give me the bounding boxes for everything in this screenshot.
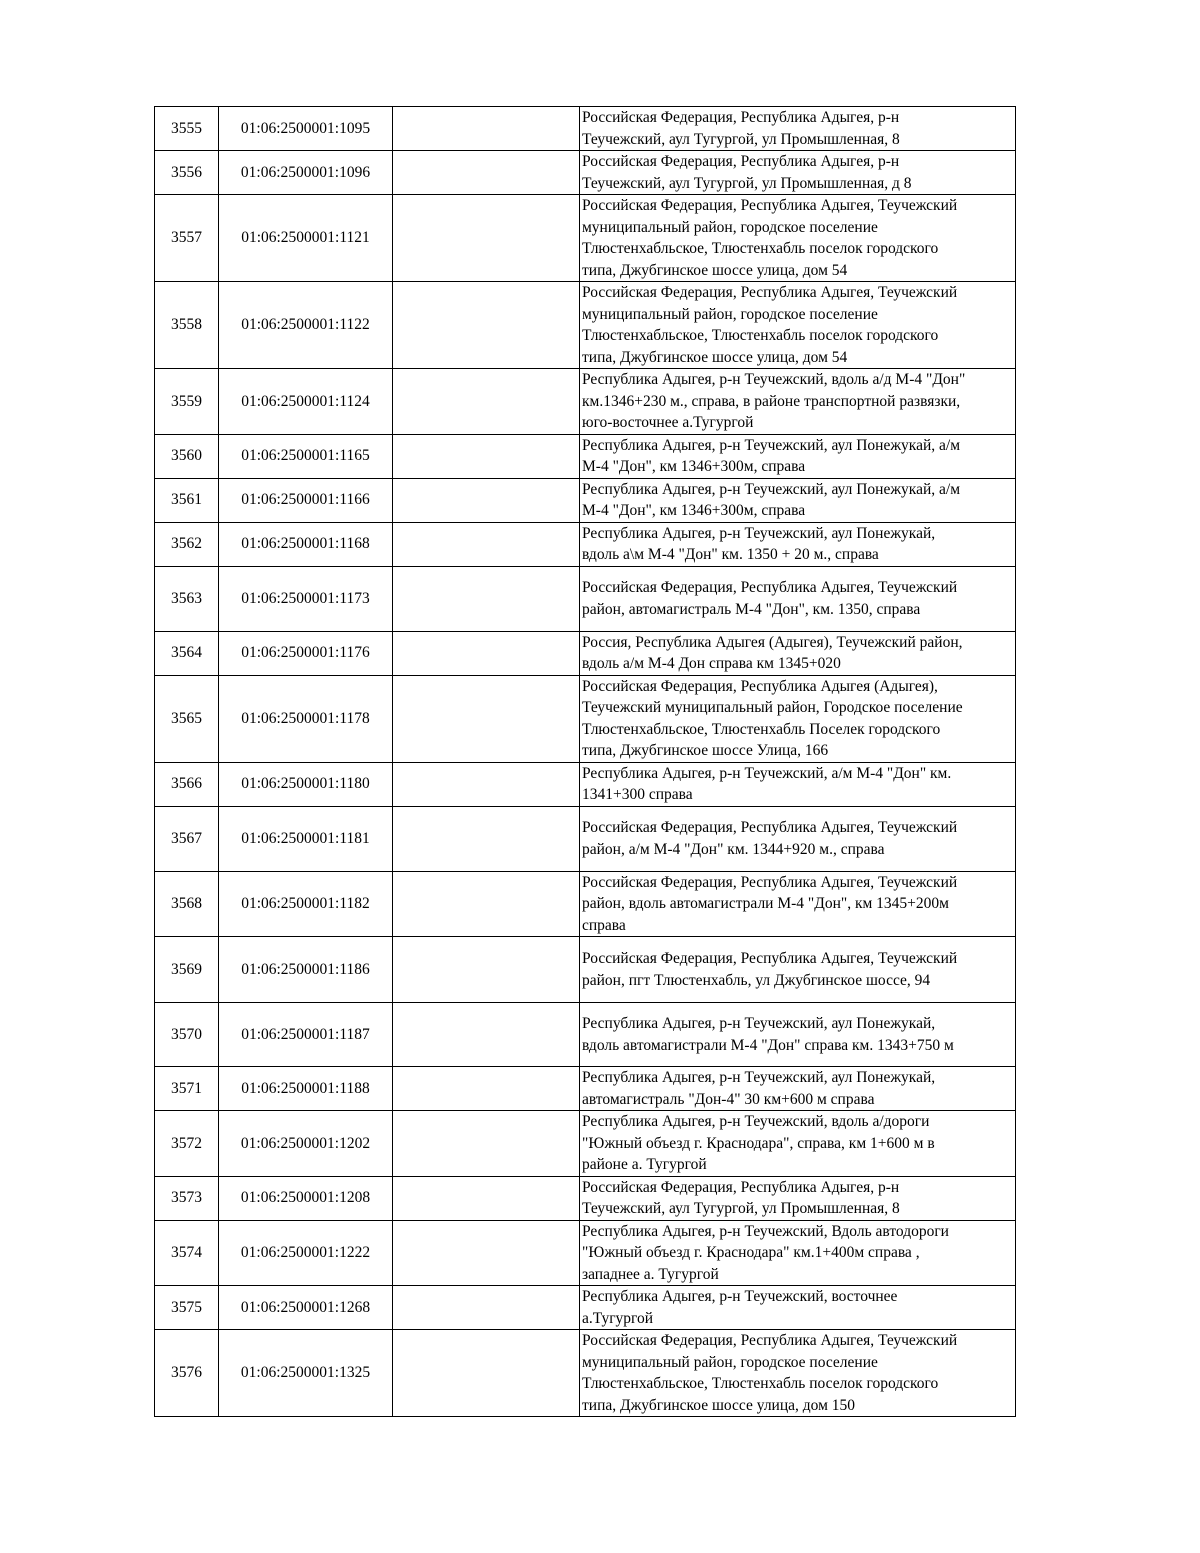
address-cell (580, 1220, 1016, 1286)
table-row (155, 1330, 1016, 1417)
table-body (155, 107, 1016, 1417)
table-row (155, 631, 1016, 675)
cadastral-number-cell: 01:06:2500001:1187 (219, 1003, 393, 1067)
address-cell (580, 107, 1016, 151)
cadastral-number-cell: 01:06:2500001:1182 (219, 871, 393, 937)
address-line: Республика Адыгея, р-н Теучежский, аул Понежукай, а/м (582, 436, 961, 454)
address-cell (580, 871, 1016, 937)
table-row (155, 1220, 1016, 1286)
table-row (155, 1286, 1016, 1330)
row-number-cell: 3571 (155, 1067, 219, 1111)
address-line: справа (582, 916, 626, 934)
table-row (155, 151, 1016, 195)
address-line: Теучежский, аул Тугургой, ул Промышленная, д 8 (582, 174, 912, 192)
empty-cell (393, 871, 580, 937)
row-number-cell: 3568 (155, 871, 219, 937)
empty-cell (393, 1220, 580, 1286)
empty-cell (393, 1330, 580, 1417)
empty-cell (393, 369, 580, 435)
address-line: Республика Адыгея, р-н Теучежский, аул Понежукай, (582, 1069, 936, 1086)
table-row (155, 282, 1016, 369)
address-line: муниципальный район, городское поселение (582, 1353, 878, 1371)
address-cell (580, 1176, 1016, 1220)
address-line: Тлюстенхабльское, Тлюстенхабль поселок городского (582, 1375, 939, 1392)
address-cell (580, 1067, 1016, 1111)
empty-cell (393, 675, 580, 762)
table-row (155, 1067, 1016, 1111)
empty-cell (393, 1003, 580, 1067)
table-row (155, 107, 1016, 151)
address-line: Российская Федерация, Республика Адыгея, р-н (582, 153, 900, 170)
row-number-cell: 3569 (155, 937, 219, 1003)
table-row (155, 762, 1016, 806)
address-line: а.Тугургой (582, 1309, 654, 1327)
cadastral-number-cell: 01:06:2500001:1165 (219, 434, 393, 478)
address-cell (580, 675, 1016, 762)
address-cell (580, 434, 1016, 478)
empty-cell (393, 631, 580, 675)
address-cell (580, 1330, 1016, 1417)
row-number-cell: 3557 (155, 195, 219, 282)
cadastral-number-cell: 01:06:2500001:1173 (219, 566, 393, 631)
cadastral-number-cell: 01:06:2500001:1166 (219, 478, 393, 522)
address-line: Российская Федерация, Республика Адыгея, Теучежский (582, 284, 958, 301)
row-number-cell: 3564 (155, 631, 219, 675)
address-cell (580, 631, 1016, 675)
address-cell (580, 195, 1016, 282)
table-row (155, 1176, 1016, 1220)
row-number-cell: 3556 (155, 151, 219, 195)
empty-cell (393, 195, 580, 282)
address-line: западнее а. Тугургой (582, 1265, 719, 1283)
address-line: Республика Адыгея, р-н Теучежский, аул Понежукай, а/м (582, 480, 961, 498)
row-number-cell: 3576 (155, 1330, 219, 1417)
address-cell (580, 762, 1016, 806)
address-line: Республика Адыгея, р-н Теучежский, восточнее (582, 1288, 898, 1305)
empty-cell (393, 1111, 580, 1177)
address-line: район, автомагистраль М-4 "Дон", км. 1350, справа (582, 600, 921, 618)
address-line: Тлюстенхабльское, Тлюстенхабль поселок городского (582, 327, 939, 344)
address-line: Республика Адыгея, р-н Теучежский, вдоль а/дороги (582, 1113, 930, 1130)
empty-cell (393, 937, 580, 1003)
cadastral-number-cell: 01:06:2500001:1121 (219, 195, 393, 282)
address-line: Российская Федерация, Республика Адыгея, Теучежский (582, 579, 958, 596)
row-number-cell: 3560 (155, 434, 219, 478)
cadastral-number-cell: 01:06:2500001:1176 (219, 631, 393, 675)
address-line: Тлюстенхабльское, Тлюстенхабль поселок городского (582, 240, 939, 257)
address-cell (580, 1111, 1016, 1177)
land-plots-table (154, 106, 1016, 1417)
address-line: Теучежский, аул Тугургой, ул Промышленная, 8 (582, 130, 900, 148)
address-line: вдоль автомагистрали М-4 "Дон" справа км. 1343+750 м (582, 1036, 954, 1054)
cadastral-number-cell: 01:06:2500001:1096 (219, 151, 393, 195)
row-number-cell: 3575 (155, 1286, 219, 1330)
row-number-cell: 3565 (155, 675, 219, 762)
address-line: типа, Джубгинское шоссе улица, дом 54 (582, 261, 848, 279)
table-row (155, 806, 1016, 871)
table-row (155, 566, 1016, 631)
row-number-cell: 3555 (155, 107, 219, 151)
empty-cell (393, 107, 580, 151)
row-number-cell: 3572 (155, 1111, 219, 1177)
address-line: типа, Джубгинское шоссе улица, дом 54 (582, 348, 848, 366)
empty-cell (393, 151, 580, 195)
cadastral-number-cell: 01:06:2500001:1124 (219, 369, 393, 435)
table-row (155, 675, 1016, 762)
table-row (155, 434, 1016, 478)
address-line: Республика Адыгея, р-н Теучежский, Вдоль автодороги (582, 1222, 949, 1240)
address-line: районе а. Тугургой (582, 1156, 707, 1173)
row-number-cell: 3563 (155, 566, 219, 631)
address-line: вдоль а\м М-4 "Дон" км. 1350 + 20 м., справа (582, 546, 879, 563)
address-line: Россия, Республика Адыгея (Адыгея), Теучежский район, (582, 633, 963, 651)
address-line: район, вдоль автомагистрали М-4 "Дон", км 1345+200м (582, 895, 949, 912)
empty-cell (393, 282, 580, 369)
table-row (155, 1111, 1016, 1177)
address-line: Российская Федерация, Республика Адыгея, Теучежский (582, 819, 958, 836)
cadastral-number-cell: 01:06:2500001:1208 (219, 1176, 393, 1220)
address-line: юго-восточнее а.Тугургой (582, 414, 754, 431)
address-line: Российская Федерация, Республика Адыгея, Теучежский (582, 1332, 958, 1349)
address-line: Теучежский муниципальный район, Городское поселение (582, 699, 963, 716)
address-cell (580, 806, 1016, 871)
cadastral-number-cell: 01:06:2500001:1202 (219, 1111, 393, 1177)
table-row (155, 478, 1016, 522)
address-line: 1341+300 справа (582, 786, 693, 803)
address-line: типа, Джубгинское шоссе Улица, 166 (582, 742, 829, 759)
empty-cell (393, 522, 580, 566)
row-number-cell: 3559 (155, 369, 219, 435)
row-number-cell: 3566 (155, 762, 219, 806)
row-number-cell: 3570 (155, 1003, 219, 1067)
cadastral-number-cell: 01:06:2500001:1122 (219, 282, 393, 369)
cadastral-number-cell: 01:06:2500001:1095 (219, 107, 393, 151)
table-row (155, 522, 1016, 566)
address-line: автомагистраль "Дон-4" 30 км+600 м справа (582, 1090, 875, 1108)
empty-cell (393, 1286, 580, 1330)
address-line: Республика Адыгея, р-н Теучежский, а/м М-4 "Дон" км. (582, 764, 952, 782)
address-line: Российская Федерация, Республика Адыгея, р-н (582, 1178, 900, 1196)
address-line: Российская Федерация, Республика Адыгея, Теучежский (582, 197, 958, 214)
row-number-cell: 3573 (155, 1176, 219, 1220)
address-line: Республика Адыгея, р-н Теучежский, аул Понежукай, (582, 1015, 936, 1032)
address-cell (580, 369, 1016, 435)
address-cell (580, 522, 1016, 566)
address-line: М-4 "Дон", км 1346+300м, справа (582, 458, 806, 475)
cadastral-number-cell: 01:06:2500001:1186 (219, 937, 393, 1003)
row-number-cell: 3567 (155, 806, 219, 871)
cadastral-number-cell: 01:06:2500001:1268 (219, 1286, 393, 1330)
cadastral-number-cell: 01:06:2500001:1325 (219, 1330, 393, 1417)
empty-cell (393, 478, 580, 522)
address-line: Республика Адыгея, р-н Теучежский, аул Понежукай, (582, 524, 936, 542)
row-number-cell: 3562 (155, 522, 219, 566)
address-line: "Южный объезд г. Краснодара" км.1+400м справа , (582, 1244, 920, 1261)
cadastral-number-cell: 01:06:2500001:1181 (219, 806, 393, 871)
empty-cell (393, 566, 580, 631)
address-line: Российская Федерация, Республика Адыгея (Адыгея), (582, 677, 938, 695)
address-line: муниципальный район, городское поселение (582, 305, 878, 323)
address-line: км.1346+230 м., справа, в районе транспортной развязки, (582, 392, 961, 410)
cadastral-number-cell: 01:06:2500001:1222 (219, 1220, 393, 1286)
address-line: Тлюстенхабльское, Тлюстенхабль Поселек городского (582, 720, 941, 738)
address-line: Российская Федерация, Республика Адыгея, р-н (582, 109, 900, 126)
address-line: Республика Адыгея, р-н Теучежский, вдоль а/д М-4 "Дон" (582, 371, 966, 388)
address-line: Российская Федерация, Республика Адыгея, Теучежский (582, 873, 958, 891)
row-number-cell: 3561 (155, 478, 219, 522)
address-line: муниципальный район, городское поселение (582, 218, 878, 236)
row-number-cell: 3558 (155, 282, 219, 369)
table-row (155, 1003, 1016, 1067)
address-line: М-4 "Дон", км 1346+300м, справа (582, 502, 806, 519)
row-number-cell: 3574 (155, 1220, 219, 1286)
address-cell (580, 1286, 1016, 1330)
table-row (155, 195, 1016, 282)
address-line: Теучежский, аул Тугургой, ул Промышленная, 8 (582, 1200, 900, 1217)
address-line: Российская Федерация, Республика Адыгея, Теучежский (582, 950, 958, 967)
cadastral-number-cell: 01:06:2500001:1188 (219, 1067, 393, 1111)
empty-cell (393, 434, 580, 478)
address-cell (580, 566, 1016, 631)
empty-cell (393, 1067, 580, 1111)
address-line: типа, Джубгинское шоссе улица, дом 150 (582, 1396, 856, 1414)
empty-cell (393, 806, 580, 871)
empty-cell (393, 762, 580, 806)
cadastral-number-cell: 01:06:2500001:1180 (219, 762, 393, 806)
address-line: вдоль а/м М-4 Дон справа км 1345+020 (582, 655, 841, 672)
cadastral-number-cell: 01:06:2500001:1178 (219, 675, 393, 762)
table-row (155, 937, 1016, 1003)
table-row (155, 871, 1016, 937)
address-cell (580, 282, 1016, 369)
cadastral-number-cell: 01:06:2500001:1168 (219, 522, 393, 566)
address-line: район, пгт Тлюстенхабль, ул Джубгинское шоссе, 94 (582, 971, 931, 989)
address-cell (580, 1003, 1016, 1067)
address-cell (580, 478, 1016, 522)
address-cell (580, 151, 1016, 195)
address-line: район, а/м М-4 "Дон" км. 1344+920 м., справа (582, 840, 885, 858)
address-line: "Южный объезд г. Краснодара", справа, км 1+600 м в (582, 1134, 935, 1152)
empty-cell (393, 1176, 580, 1220)
table-row (155, 369, 1016, 435)
address-cell (580, 937, 1016, 1003)
